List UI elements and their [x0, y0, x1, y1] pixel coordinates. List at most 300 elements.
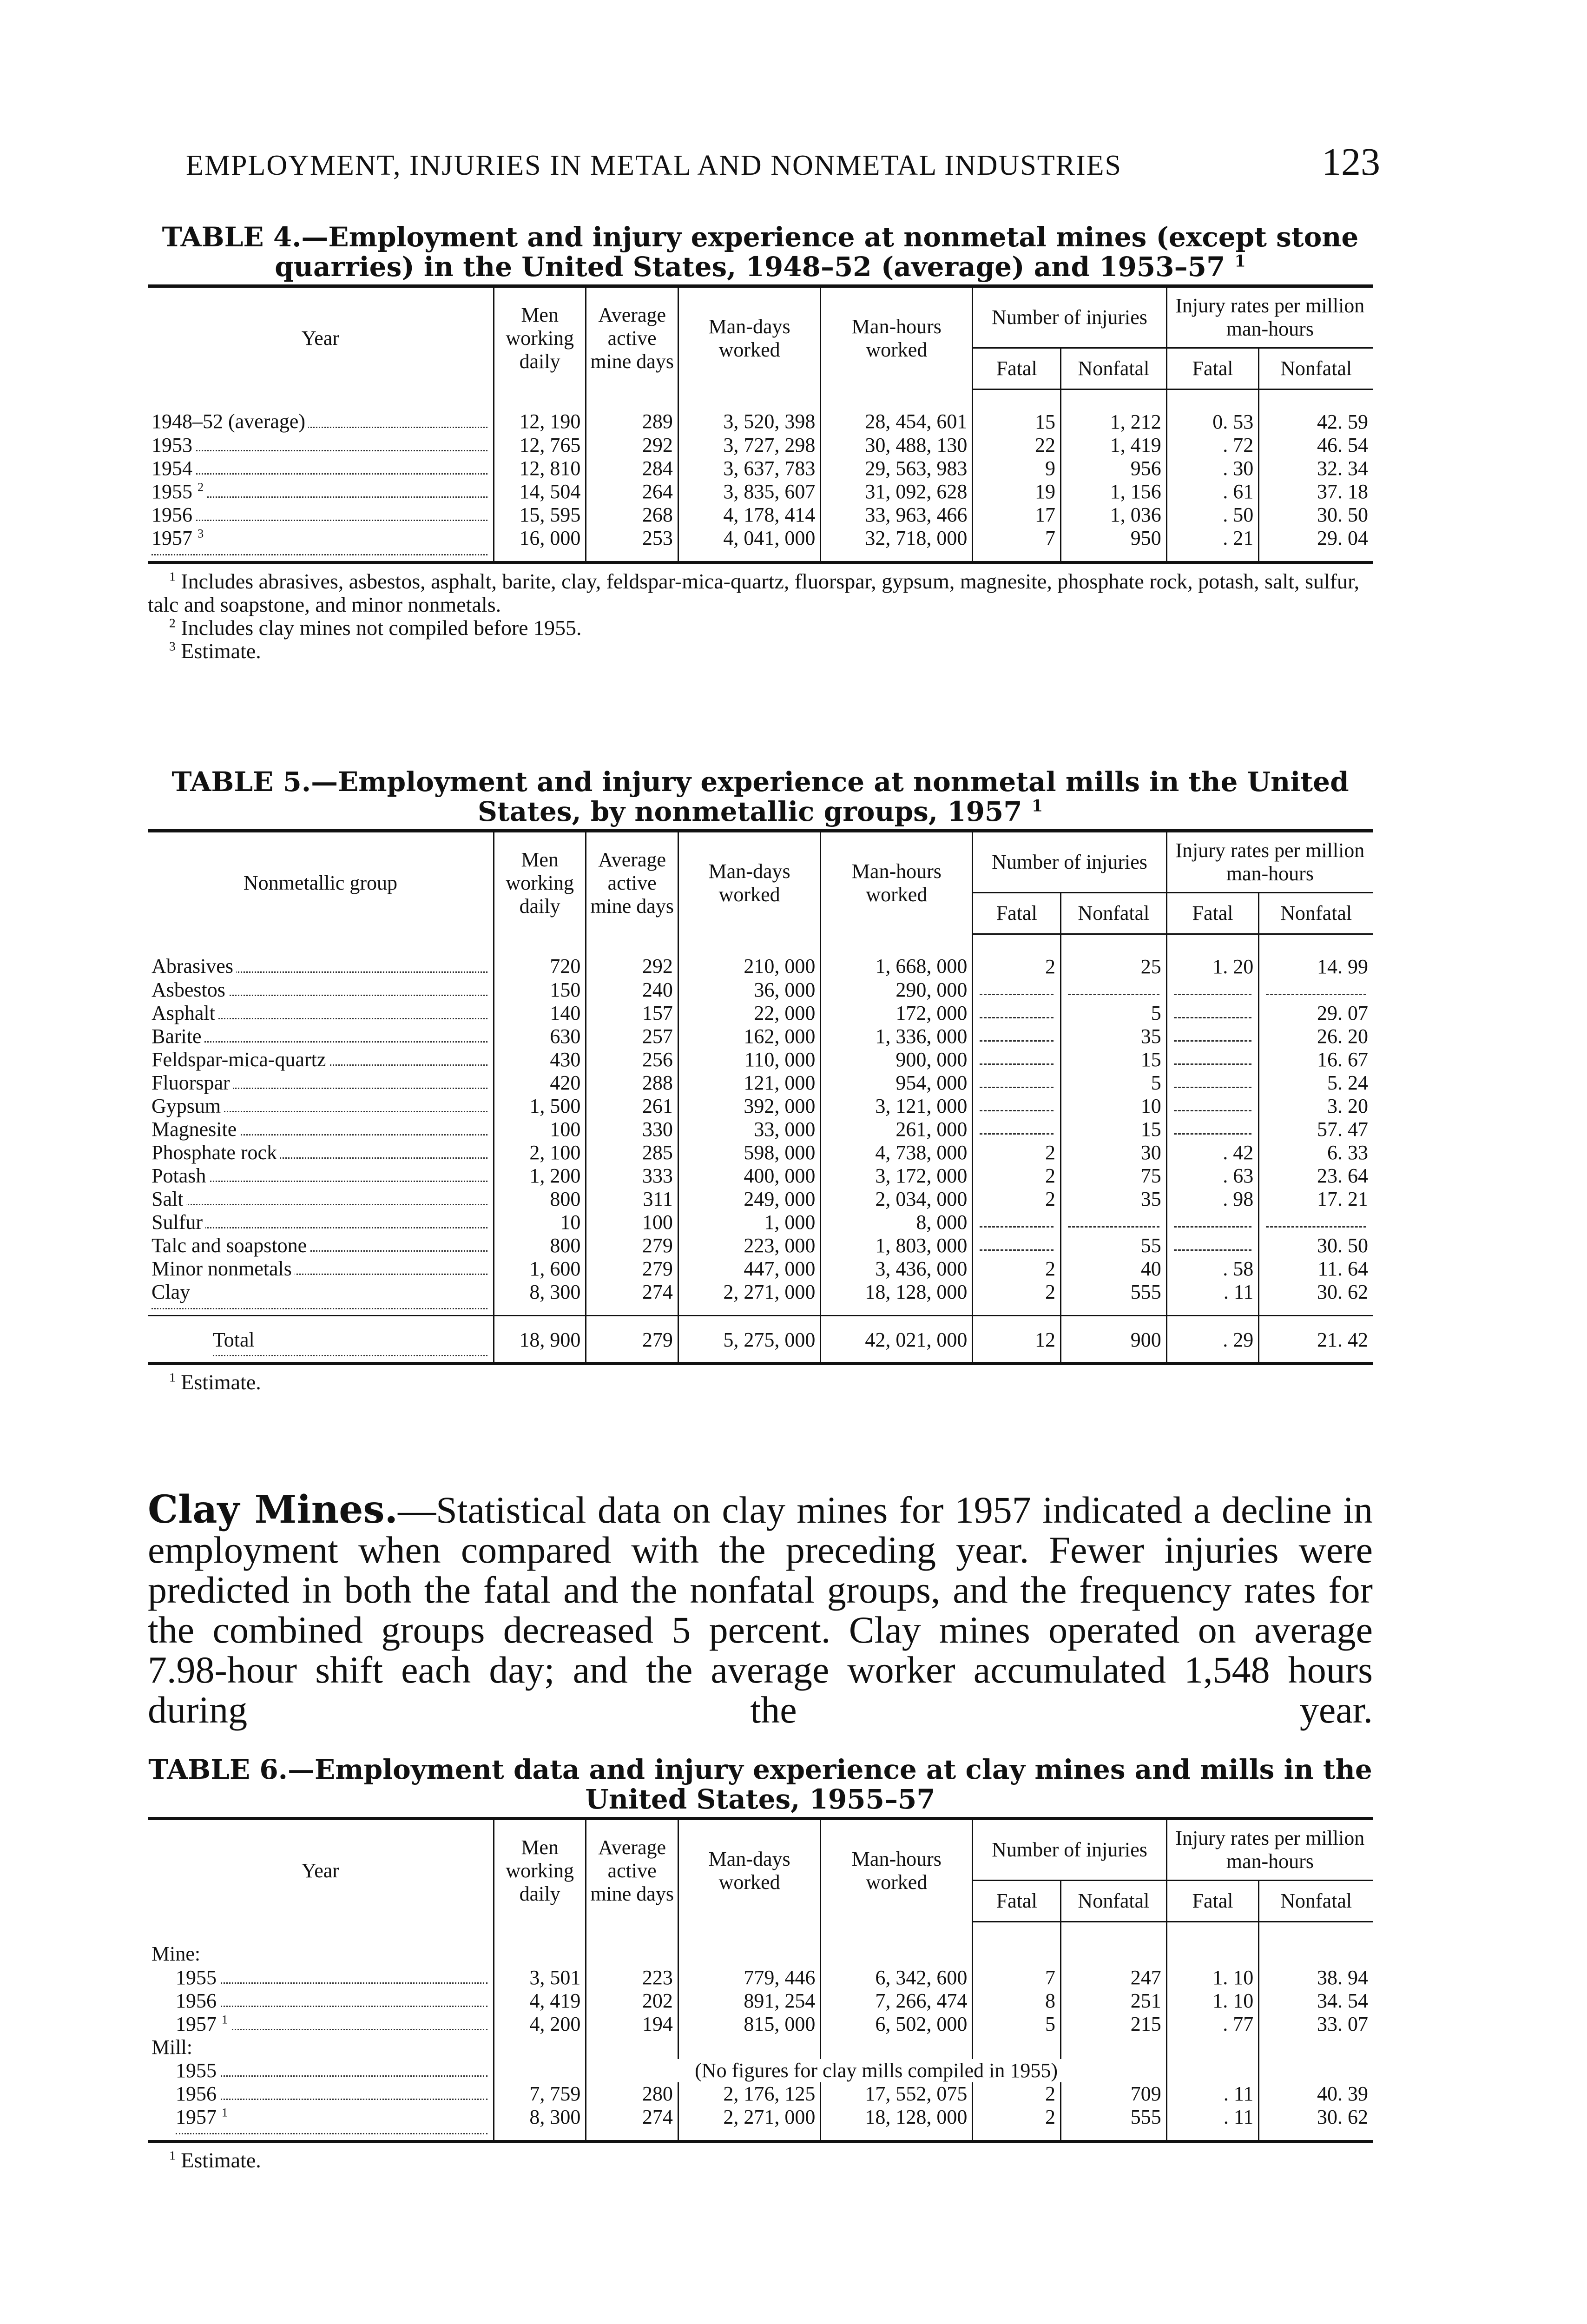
cell-rate-nonfatal: 26. 20	[1259, 1025, 1373, 1048]
cell-mandays: 3, 727, 298	[678, 434, 821, 457]
col-men: Men working daily	[494, 831, 586, 934]
col-fatal: Fatal	[973, 348, 1061, 390]
cell-days: 202	[586, 1989, 678, 2013]
cell-days: 194	[586, 2013, 678, 2036]
table-4-caption-text: —Employment and injury experience at nonmetal mines (except stone quarries) in the United States, 1948–52 (average) and 1953–57	[275, 221, 1359, 283]
cell-days: 274	[586, 1281, 678, 1316]
cell-nonfatal: 15	[1061, 1048, 1167, 1071]
cell-fatal	[973, 1048, 1061, 1071]
cell-nonfatal: 15	[1061, 1118, 1167, 1141]
row-label: 1948–52 (average)	[151, 410, 308, 433]
col-year: Year	[148, 1819, 494, 1922]
no-figures-note: (No figures for clay mills compiled in 1955)	[586, 2059, 1166, 2082]
cell-manhours: 29, 563, 983	[821, 457, 973, 480]
cell-men: 800	[494, 1234, 586, 1257]
cell-rate-nonfatal: 23. 64	[1259, 1164, 1373, 1188]
cell-rate-nonfatal: 30. 50	[1259, 503, 1373, 527]
cell-mandays: 110, 000	[678, 1048, 821, 1071]
cell-days: 288	[586, 1071, 678, 1095]
table-row	[148, 1164, 1373, 1188]
cell-days: 223	[586, 1966, 678, 1989]
cell-nonfatal: 10	[1061, 1095, 1167, 1118]
cell-men: 16, 000	[494, 527, 586, 563]
cell-days: 253	[586, 527, 678, 563]
cell-manhours: 42, 021, 000	[821, 1316, 973, 1364]
row-label: 1956	[151, 503, 195, 526]
table-4	[148, 284, 1373, 564]
col-fatal: Fatal	[973, 893, 1061, 934]
col-mandays: Man-days worked	[678, 286, 821, 390]
cell-men: 3, 501	[494, 1966, 586, 1989]
running-title: EMPLOYMENT, INJURIES IN METAL AND NONMETAL INDUSTRIES	[186, 150, 1122, 181]
cell-fatal	[973, 1118, 1061, 1141]
cell-rate-fatal: . 30	[1166, 457, 1258, 480]
cell-rate-fatal: . 72	[1166, 434, 1258, 457]
table-row	[148, 1141, 1373, 1164]
cell-men: 12, 810	[494, 457, 586, 480]
cell-rate-nonfatal: 11. 64	[1259, 1257, 1373, 1281]
table-4-caption-lead: TABLE 4.	[162, 221, 302, 253]
table-row	[148, 2082, 1373, 2106]
cell-fatal: 2	[973, 2082, 1061, 2106]
cell-men: 14, 504	[494, 480, 586, 503]
cell-mandays: 3, 520, 398	[678, 390, 821, 434]
cell-days: 311	[586, 1188, 678, 1211]
cell-rate-fatal: . 63	[1166, 1164, 1258, 1188]
row-label: 1953	[151, 434, 195, 456]
table-row	[148, 978, 1373, 1002]
cell-nonfatal: 1, 036	[1061, 503, 1167, 527]
cell-rate-fatal	[1166, 1095, 1258, 1118]
table-4-footnotes	[148, 570, 1373, 663]
cell-mandays: 210, 000	[678, 934, 821, 979]
cell-fatal: 12	[973, 1316, 1061, 1364]
row-label: 1957	[176, 2013, 217, 2035]
col-manhours: Man-hours worked	[821, 286, 973, 390]
row-label: 1955	[176, 2059, 219, 2082]
cell-men: 800	[494, 1188, 586, 1211]
cell-mandays: 447, 000	[678, 1257, 821, 1281]
cell-days: 100	[586, 1211, 678, 1234]
cell-men: 420	[494, 1071, 586, 1095]
cell-men: 8, 300	[494, 2106, 586, 2142]
col-nonfatal: Nonfatal	[1061, 348, 1167, 390]
table-6-caption-text: —Employment data and injury experience at clay mines and mills in the United States, 1955–57	[287, 1754, 1372, 1815]
cell-fatal: 7	[973, 1966, 1061, 1989]
cell-rate-nonfatal: 37. 18	[1259, 480, 1373, 503]
table-5-caption-text: —Employment and injury experience at nonmetal mills in the United States, by nonmetallic groups, 1957	[311, 766, 1349, 827]
row-footnote-mark: 3	[198, 527, 204, 541]
clay-mines-paragraph	[148, 1487, 1373, 1731]
table-5-caption-lead: TABLE 5.	[171, 766, 311, 798]
cell-manhours: 290, 000	[821, 978, 973, 1002]
cell-manhours: 8, 000	[821, 1211, 973, 1234]
cell-days: 289	[586, 390, 678, 434]
footnote-text: Estimate.	[181, 639, 261, 663]
table-row	[148, 1257, 1373, 1281]
cell-mandays: 223, 000	[678, 1234, 821, 1257]
cell-rate-nonfatal	[1259, 978, 1373, 1002]
row-label: 1956	[176, 2082, 219, 2105]
section-label: Mine:	[151, 1942, 201, 1966]
cell-manhours: 3, 172, 000	[821, 1164, 973, 1188]
table-4-caption	[148, 222, 1373, 282]
cell-manhours: 1, 336, 000	[821, 1025, 973, 1048]
cell-nonfatal: 55	[1061, 1234, 1167, 1257]
footnote	[148, 640, 1373, 663]
cell-manhours: 30, 488, 130	[821, 434, 973, 457]
cell-manhours: 33, 963, 466	[821, 503, 973, 527]
table-row	[148, 1118, 1373, 1141]
cell-men: 1, 600	[494, 1257, 586, 1281]
cell-rate-nonfatal: 14. 99	[1259, 934, 1373, 979]
cell-fatal: 2	[973, 1257, 1061, 1281]
footnote	[148, 616, 1373, 640]
cell-rate-fatal: . 21	[1166, 527, 1258, 563]
table-row	[148, 2106, 1373, 2142]
cell-nonfatal: 1, 156	[1061, 480, 1167, 503]
cell-rate-nonfatal: 38. 94	[1259, 1966, 1373, 1989]
footnote	[148, 1371, 1373, 1394]
col-fatal: Fatal	[973, 1881, 1061, 1922]
footnote-mark: 2	[169, 615, 176, 630]
cell-manhours: 1, 668, 000	[821, 934, 973, 979]
cell-manhours: 172, 000	[821, 1002, 973, 1025]
cell-fatal	[973, 1002, 1061, 1025]
cell-nonfatal: 555	[1061, 2106, 1167, 2142]
table-row	[148, 390, 1373, 434]
cell-fatal	[973, 1025, 1061, 1048]
cell-days: 292	[586, 934, 678, 979]
col-rates: Injury rates per million man-hours	[1166, 1819, 1373, 1881]
cell-mandays: 121, 000	[678, 1071, 821, 1095]
cell-manhours: 28, 454, 601	[821, 390, 973, 434]
cell-fatal: 19	[973, 480, 1061, 503]
row-label: Feldspar-mica-quartz	[151, 1048, 329, 1071]
col-injuries: Number of injuries	[973, 286, 1166, 348]
cell-men: 4, 419	[494, 1989, 586, 2013]
cell-rate-fatal	[1166, 1048, 1258, 1071]
table-row	[148, 1025, 1373, 1048]
cell-days: 157	[586, 1002, 678, 1025]
cell-men: 430	[494, 1048, 586, 1071]
row-label: Asphalt	[151, 1002, 218, 1024]
cell-fatal: 2	[973, 934, 1061, 979]
cell-mandays: 392, 000	[678, 1095, 821, 1118]
cell-days: 330	[586, 1118, 678, 1141]
col-rate-nonfatal: Nonfatal	[1259, 893, 1373, 934]
row-label: 1955	[151, 480, 192, 503]
cell-nonfatal: 900	[1061, 1316, 1167, 1364]
col-injuries: Number of injuries	[973, 831, 1166, 893]
col-men: Men working daily	[494, 286, 586, 390]
cell-rate-nonfatal: 30. 62	[1259, 1281, 1373, 1316]
table-row	[148, 480, 1373, 503]
table-5-block	[148, 767, 1373, 1394]
table-row	[148, 1188, 1373, 1211]
footnote-text: Includes clay mines not compiled before 1955.	[181, 616, 582, 640]
cell-rate-fatal	[1166, 978, 1258, 1002]
cell-rate-nonfatal	[1259, 1211, 1373, 1234]
row-label: Barite	[151, 1025, 204, 1048]
cell-days: 279	[586, 1316, 678, 1364]
col-rate-nonfatal: Nonfatal	[1259, 348, 1373, 390]
table-row	[148, 1234, 1373, 1257]
cell-fatal: 2	[973, 1141, 1061, 1164]
cell-nonfatal: 950	[1061, 527, 1167, 563]
table-5	[148, 829, 1373, 1365]
cell-mandays: 815, 000	[678, 2013, 821, 2036]
row-label: Gypsum	[151, 1095, 224, 1117]
col-days: Average active mine days	[586, 831, 678, 934]
cell-rate-fatal	[1166, 1211, 1258, 1234]
cell-fatal	[973, 978, 1061, 1002]
table-row	[148, 1211, 1373, 1234]
cell-mandays: 162, 000	[678, 1025, 821, 1048]
cell-fatal	[973, 1211, 1061, 1234]
col-rate-fatal: Fatal	[1166, 1881, 1258, 1922]
row-label: Sulfur	[151, 1211, 205, 1234]
cell-men: 8, 300	[494, 1281, 586, 1316]
cell-rate-fatal: . 98	[1166, 1188, 1258, 1211]
cell-days: 279	[586, 1234, 678, 1257]
section-row-mine	[148, 1922, 1373, 1967]
col-rate-fatal: Fatal	[1166, 893, 1258, 934]
cell-rate-fatal	[1166, 1071, 1258, 1095]
cell-rate-nonfatal: 29. 04	[1259, 527, 1373, 563]
row-label: Phosphate rock	[151, 1141, 280, 1164]
cell-mandays: 4, 041, 000	[678, 527, 821, 563]
cell-men: 15, 595	[494, 503, 586, 527]
cell-nonfatal: 5	[1061, 1002, 1167, 1025]
table-row	[148, 434, 1373, 457]
col-days: Average active mine days	[586, 1819, 678, 1922]
cell-rate-nonfatal: 57. 47	[1259, 1118, 1373, 1141]
cell-men: 630	[494, 1025, 586, 1048]
col-mandays: Man-days worked	[678, 831, 821, 934]
cell-fatal: 17	[973, 503, 1061, 527]
cell-rate-nonfatal: 29. 07	[1259, 1002, 1373, 1025]
cell-nonfatal: 555	[1061, 1281, 1167, 1316]
cell-fatal	[973, 1071, 1061, 1095]
cell-mandays: 1, 000	[678, 1211, 821, 1234]
cell-mandays: 400, 000	[678, 1164, 821, 1188]
footnote	[148, 570, 1373, 616]
table-5-caption	[148, 767, 1373, 826]
table-6-caption	[148, 1755, 1373, 1814]
cell-days: 261	[586, 1095, 678, 1118]
cell-rate-fatal: . 58	[1166, 1257, 1258, 1281]
table-6	[148, 1817, 1373, 2143]
cell-rate-fatal: . 50	[1166, 503, 1258, 527]
paragraph-heading: Clay Mines.	[148, 1487, 398, 1532]
cell-men: 10	[494, 1211, 586, 1234]
cell-nonfatal: 251	[1061, 1989, 1167, 2013]
table-5-footnotes	[148, 1371, 1373, 1394]
cell-fatal: 7	[973, 527, 1061, 563]
cell-rate-fatal: . 11	[1166, 2106, 1258, 2142]
cell-mandays: 36, 000	[678, 978, 821, 1002]
cell-men: 100	[494, 1118, 586, 1141]
cell-fatal: 2	[973, 1164, 1061, 1188]
cell-fatal: 2	[973, 1281, 1061, 1316]
table-5-caption-note: 1	[1031, 796, 1043, 816]
col-rate-fatal: Fatal	[1166, 348, 1258, 390]
col-rates: Injury rates per million man-hours	[1166, 831, 1373, 893]
cell-rate-fatal	[1166, 1118, 1258, 1141]
row-label: Abrasives	[151, 955, 236, 977]
cell-days: 257	[586, 1025, 678, 1048]
cell-rate-fatal: 1. 10	[1166, 1966, 1258, 1989]
cell-rate-nonfatal: 16. 67	[1259, 1048, 1373, 1071]
row-label: Minor nonmetals	[151, 1257, 295, 1280]
footnote-text: Estimate.	[181, 1370, 261, 1394]
cell-days: 284	[586, 457, 678, 480]
cell-fatal: 2	[973, 1188, 1061, 1211]
col-group: Nonmetallic group	[148, 831, 494, 934]
cell-manhours: 2, 034, 000	[821, 1188, 973, 1211]
row-footnote-mark: 1	[222, 2013, 228, 2027]
cell-manhours: 6, 502, 000	[821, 2013, 973, 2036]
cell-mandays: 3, 637, 783	[678, 457, 821, 480]
row-label: 1954	[151, 457, 195, 480]
cell-rate-nonfatal: 30. 62	[1259, 2106, 1373, 2142]
cell-mandays: 891, 254	[678, 1989, 821, 2013]
cell-manhours: 18, 128, 000	[821, 1281, 973, 1316]
row-label: 1955	[176, 1966, 219, 1989]
table-row	[148, 1095, 1373, 1118]
table-6-footnotes	[148, 2149, 1373, 2172]
cell-manhours: 7, 266, 474	[821, 1989, 973, 2013]
cell-manhours: 900, 000	[821, 1048, 973, 1071]
col-men: Men working daily	[494, 1819, 586, 1922]
cell-men: 140	[494, 1002, 586, 1025]
row-label: Potash	[151, 1164, 209, 1187]
cell-days: 333	[586, 1164, 678, 1188]
table-4-block	[148, 222, 1373, 663]
cell-mandays: 22, 000	[678, 1002, 821, 1025]
cell-mandays: 2, 271, 000	[678, 2106, 821, 2142]
cell-rate-fatal: . 11	[1166, 1281, 1258, 1316]
cell-mandays: 598, 000	[678, 1141, 821, 1164]
cell-fatal: 8	[973, 1989, 1061, 2013]
cell-manhours: 4, 738, 000	[821, 1141, 973, 1164]
cell-rate-nonfatal: 3. 20	[1259, 1095, 1373, 1118]
table-row	[148, 457, 1373, 480]
table-row	[148, 503, 1373, 527]
cell-men: 1, 200	[494, 1164, 586, 1188]
cell-men: 12, 765	[494, 434, 586, 457]
col-nonfatal: Nonfatal	[1061, 893, 1167, 934]
cell-fatal	[973, 1234, 1061, 1257]
row-label: 1956	[176, 1989, 219, 2012]
cell-nonfatal: 25	[1061, 934, 1167, 979]
row-label: Asbestos	[151, 978, 228, 1001]
col-year: Year	[148, 286, 494, 390]
table-4-caption-note: 1	[1234, 251, 1246, 271]
col-rates: Injury rates per million man-hours	[1166, 286, 1373, 348]
cell-days: 279	[586, 1257, 678, 1281]
table-6-caption-lead: TABLE 6.	[148, 1754, 288, 1785]
table-row	[148, 934, 1373, 979]
col-days: Average active mine days	[586, 286, 678, 390]
cell-manhours: 954, 000	[821, 1071, 973, 1095]
cell-manhours: 31, 092, 628	[821, 480, 973, 503]
page-number: 123	[1322, 140, 1380, 184]
col-mandays: Man-days worked	[678, 1819, 821, 1922]
cell-nonfatal: 35	[1061, 1188, 1167, 1211]
cell-men: 1, 500	[494, 1095, 586, 1118]
cell-days: 274	[586, 2106, 678, 2142]
cell-rate-fatal	[1166, 1002, 1258, 1025]
table-row	[148, 1002, 1373, 1025]
cell-men: 150	[494, 978, 586, 1002]
cell-fatal: 5	[973, 2013, 1061, 2036]
table-6-block	[148, 1755, 1373, 2172]
cell-manhours: 6, 342, 600	[821, 1966, 973, 1989]
cell-rate-fatal: 0. 53	[1166, 390, 1258, 434]
row-label: Magnesite	[151, 1118, 239, 1141]
cell-men: 4, 200	[494, 2013, 586, 2036]
section-label: Mill:	[151, 2036, 193, 2059]
footnote	[148, 2149, 1373, 2172]
cell-fatal: 15	[973, 390, 1061, 434]
footnote-mark: 3	[169, 639, 176, 654]
cell-days: 292	[586, 434, 678, 457]
cell-rate-nonfatal: 33. 07	[1259, 2013, 1373, 2036]
cell-manhours: 3, 436, 000	[821, 1257, 973, 1281]
cell-nonfatal: 1, 212	[1061, 390, 1167, 434]
cell-rate-fatal: 1. 20	[1166, 934, 1258, 979]
cell-nonfatal: 30	[1061, 1141, 1167, 1164]
cell-rate-fatal: . 11	[1166, 2082, 1258, 2106]
table-row	[148, 1966, 1373, 1989]
cell-rate-nonfatal: 17. 21	[1259, 1188, 1373, 1211]
cell-rate-nonfatal: 6. 33	[1259, 1141, 1373, 1164]
cell-manhours: 3, 121, 000	[821, 1095, 973, 1118]
cell-men: 12, 190	[494, 390, 586, 434]
row-label: Total	[213, 1328, 257, 1351]
cell-rate-fatal: . 29	[1166, 1316, 1258, 1364]
cell-rate-fatal: . 42	[1166, 1141, 1258, 1164]
table-row	[148, 2059, 1373, 2082]
cell-mandays: 5, 275, 000	[678, 1316, 821, 1364]
cell-nonfatal: 5	[1061, 1071, 1167, 1095]
cell-manhours: 261, 000	[821, 1118, 973, 1141]
cell-rate-nonfatal: 30. 50	[1259, 1234, 1373, 1257]
cell-mandays: 33, 000	[678, 1118, 821, 1141]
cell-mandays: 3, 835, 607	[678, 480, 821, 503]
cell-fatal: 9	[973, 457, 1061, 480]
table-row	[148, 1071, 1373, 1095]
footnote-mark: 1	[169, 1370, 176, 1385]
col-manhours: Man-hours worked	[821, 1819, 973, 1922]
cell-days: 240	[586, 978, 678, 1002]
cell-manhours: 32, 718, 000	[821, 527, 973, 563]
table-5-body	[148, 934, 1373, 1364]
cell-rate-nonfatal: 40. 39	[1259, 2082, 1373, 2106]
cell-rate-nonfatal: 42. 59	[1259, 390, 1373, 434]
cell-days: 256	[586, 1048, 678, 1071]
footnote-text: Includes abrasives, asbestos, asphalt, barite, clay, feldspar-mica-quartz, fluorspar, gypsum, magnesite, phosphate rock, potash, salt, sulfur, talc and soapstone, and minor nonmetals.	[148, 569, 1360, 616]
footnote-mark: 1	[169, 2148, 176, 2163]
cell-nonfatal: 1, 419	[1061, 434, 1167, 457]
cell-rate-nonfatal: 46. 54	[1259, 434, 1373, 457]
cell-mandays: 4, 178, 414	[678, 503, 821, 527]
col-rate-nonfatal: Nonfatal	[1259, 1881, 1373, 1922]
cell-men: 720	[494, 934, 586, 979]
cell-mandays: 2, 176, 125	[678, 2082, 821, 2106]
